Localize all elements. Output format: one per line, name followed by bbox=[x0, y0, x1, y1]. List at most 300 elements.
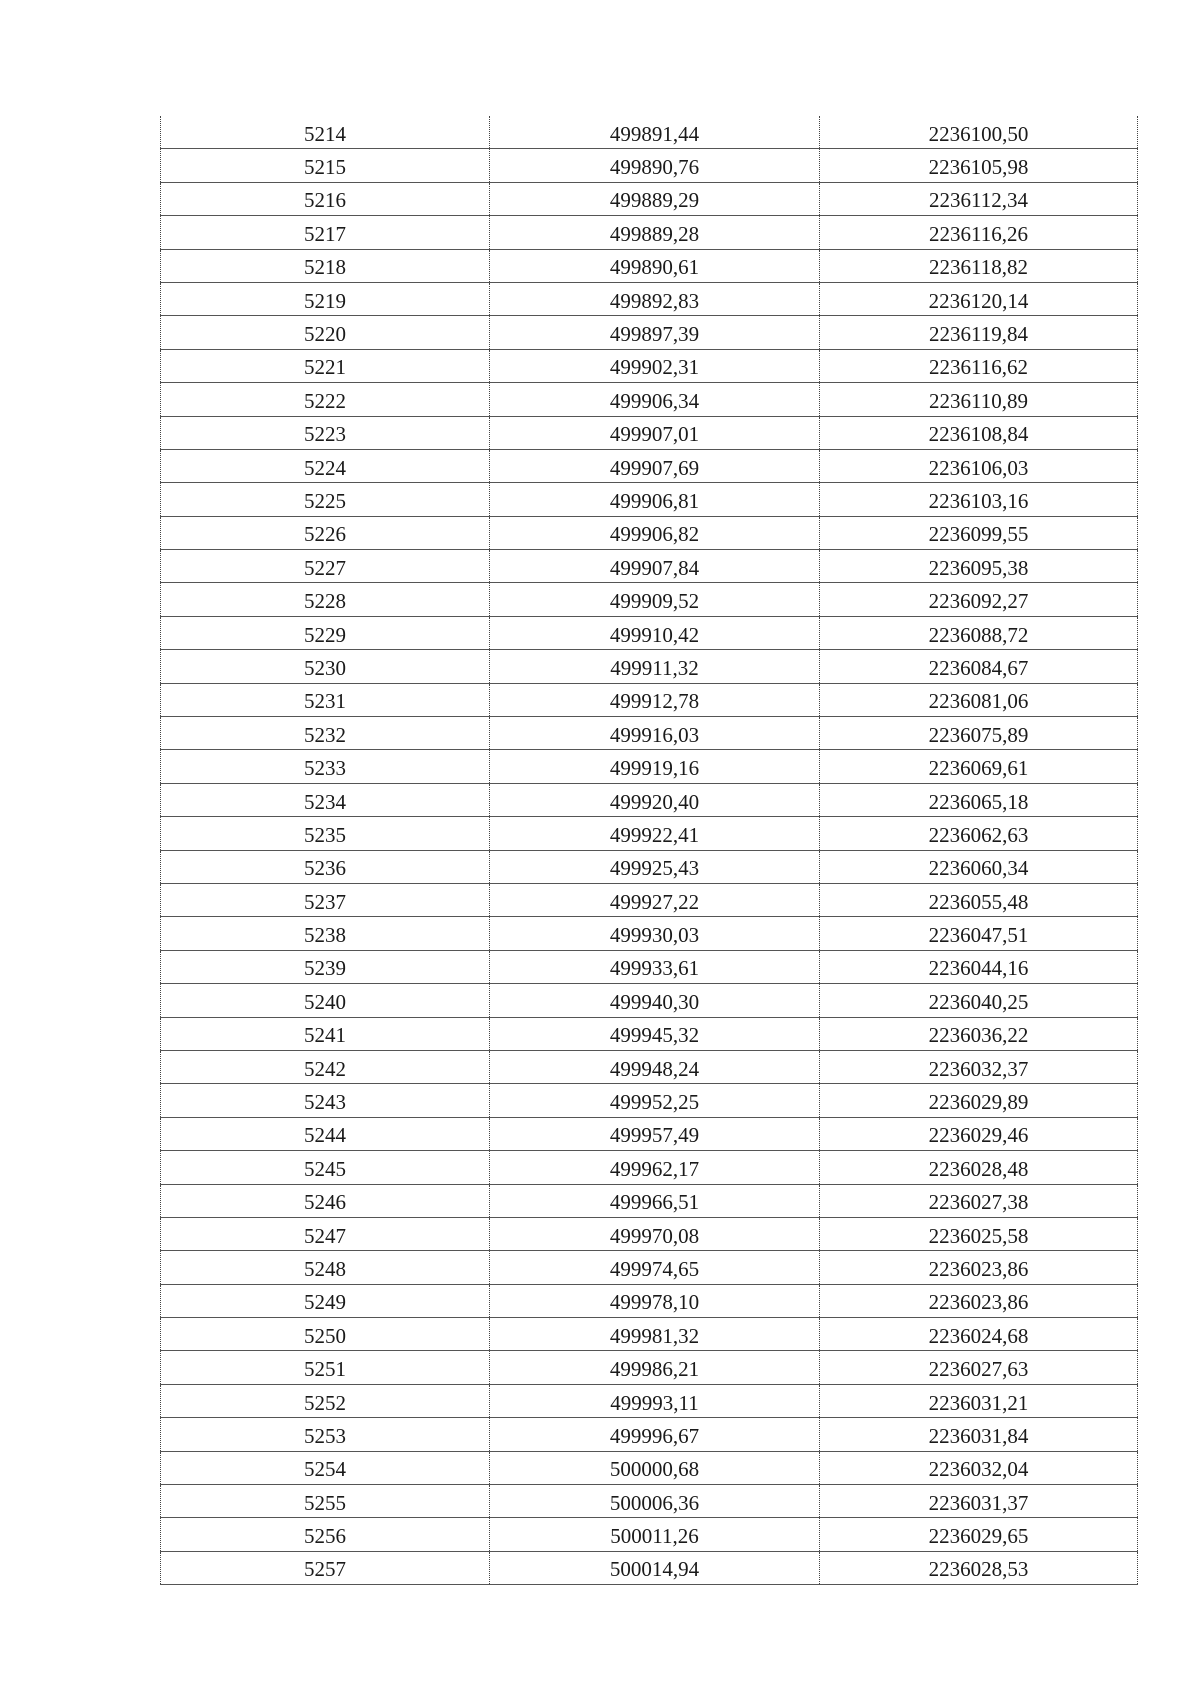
table-row bbox=[161, 1418, 1138, 1451]
point-number-cell-text: 5255 bbox=[304, 1490, 346, 1515]
x-coordinate-cell-text: 499891,44 bbox=[609, 121, 700, 146]
point-number-cell-text: 5251 bbox=[304, 1357, 346, 1382]
point-number-cell bbox=[161, 1084, 490, 1117]
point-number-cell-text: 5254 bbox=[304, 1457, 346, 1482]
x-coordinate-cell-text: 499978,10 bbox=[609, 1290, 700, 1315]
y-coordinate-cell-text: 2236112,34 bbox=[929, 188, 1028, 213]
x-coordinate-cell bbox=[490, 1418, 820, 1451]
x-coordinate-cell-text: 499892,83 bbox=[609, 288, 700, 313]
y-coordinate-cell-text: 2236023,86 bbox=[928, 1256, 1029, 1281]
point-number-cell bbox=[161, 950, 490, 983]
x-coordinate-cell bbox=[490, 917, 820, 950]
y-coordinate-cell bbox=[820, 1318, 1138, 1351]
y-coordinate-cell bbox=[820, 1384, 1138, 1417]
point-number-cell bbox=[161, 1318, 490, 1351]
table-row bbox=[161, 1451, 1138, 1484]
table-row bbox=[161, 1117, 1138, 1150]
x-coordinate-cell-text: 499916,03 bbox=[609, 722, 700, 747]
y-coordinate-cell bbox=[820, 717, 1138, 750]
point-number-cell bbox=[161, 1251, 490, 1284]
y-coordinate-cell bbox=[820, 116, 1138, 149]
y-coordinate-cell-text: 2236032,37 bbox=[928, 1056, 1029, 1081]
y-coordinate-cell-text: 2236028,48 bbox=[928, 1156, 1029, 1181]
y-coordinate-cell bbox=[820, 917, 1138, 950]
table-row bbox=[161, 817, 1138, 850]
table-row bbox=[161, 1384, 1138, 1417]
table-row bbox=[161, 917, 1138, 950]
x-coordinate-cell bbox=[490, 783, 820, 816]
coordinates-table bbox=[160, 116, 1138, 1585]
x-coordinate-cell-text: 499927,22 bbox=[609, 889, 700, 914]
table-row bbox=[161, 984, 1138, 1017]
y-coordinate-cell bbox=[820, 182, 1138, 215]
point-number-cell-text: 5215 bbox=[304, 155, 346, 180]
table-row bbox=[161, 850, 1138, 883]
y-coordinate-cell-text: 2236029,65 bbox=[928, 1524, 1029, 1549]
point-number-cell-text: 5228 bbox=[304, 589, 346, 614]
x-coordinate-cell-text: 499906,82 bbox=[609, 522, 700, 547]
y-coordinate-cell-text: 2236029,89 bbox=[928, 1090, 1029, 1115]
y-coordinate-cell bbox=[820, 316, 1138, 349]
x-coordinate-cell bbox=[490, 1184, 820, 1217]
x-coordinate-cell bbox=[490, 1251, 820, 1284]
x-coordinate-cell-text: 499906,81 bbox=[609, 488, 700, 513]
y-coordinate-cell-text: 2236027,38 bbox=[928, 1190, 1029, 1215]
x-coordinate-cell-text: 499910,42 bbox=[609, 622, 700, 647]
y-coordinate-cell-text: 2236118,82 bbox=[929, 255, 1028, 280]
point-number-cell-text: 5219 bbox=[304, 288, 346, 313]
x-coordinate-cell bbox=[490, 950, 820, 983]
y-coordinate-cell-text: 2236116,62 bbox=[929, 355, 1028, 380]
x-coordinate-cell-text: 499952,25 bbox=[609, 1090, 700, 1115]
table-row bbox=[161, 683, 1138, 716]
point-number-cell-text: 5248 bbox=[304, 1256, 346, 1281]
x-coordinate-cell-text: 499940,30 bbox=[609, 989, 700, 1014]
x-coordinate-cell-text: 499911,32 bbox=[610, 655, 699, 680]
y-coordinate-cell bbox=[820, 483, 1138, 516]
point-number-cell bbox=[161, 516, 490, 549]
coordinates-table-body bbox=[161, 116, 1138, 1585]
y-coordinate-cell-text: 2236120,14 bbox=[928, 288, 1029, 313]
point-number-cell bbox=[161, 550, 490, 583]
point-number-cell-text: 5232 bbox=[304, 722, 346, 747]
y-coordinate-cell bbox=[820, 984, 1138, 1017]
table-row bbox=[161, 149, 1138, 182]
y-coordinate-cell-text: 2236040,25 bbox=[928, 989, 1029, 1014]
y-coordinate-cell-text: 2236095,38 bbox=[928, 555, 1029, 580]
x-coordinate-cell-text: 499966,51 bbox=[609, 1190, 700, 1215]
point-number-cell bbox=[161, 1351, 490, 1384]
point-number-cell-text: 5253 bbox=[304, 1423, 346, 1448]
x-coordinate-cell bbox=[490, 850, 820, 883]
x-coordinate-cell bbox=[490, 483, 820, 516]
y-coordinate-cell-text: 2236031,84 bbox=[928, 1423, 1029, 1448]
x-coordinate-cell-text: 500000,68 bbox=[609, 1457, 700, 1482]
x-coordinate-cell-text: 499996,67 bbox=[609, 1423, 700, 1448]
point-number-cell bbox=[161, 416, 490, 449]
point-number-cell bbox=[161, 1418, 490, 1451]
y-coordinate-cell-text: 2236027,63 bbox=[928, 1357, 1029, 1382]
y-coordinate-cell bbox=[820, 1351, 1138, 1384]
point-number-cell bbox=[161, 583, 490, 616]
point-number-cell-text: 5218 bbox=[304, 255, 346, 280]
y-coordinate-cell-text: 2236088,72 bbox=[928, 622, 1029, 647]
y-coordinate-cell bbox=[820, 282, 1138, 315]
table-row bbox=[161, 1551, 1138, 1584]
y-coordinate-cell bbox=[820, 616, 1138, 649]
y-coordinate-cell bbox=[820, 1050, 1138, 1083]
y-coordinate-cell-text: 2236060,34 bbox=[928, 856, 1029, 881]
y-coordinate-cell-text: 2236024,68 bbox=[928, 1323, 1029, 1348]
x-coordinate-cell-text: 499957,49 bbox=[609, 1123, 700, 1148]
table-row bbox=[161, 550, 1138, 583]
table-row bbox=[161, 650, 1138, 683]
x-coordinate-cell bbox=[490, 883, 820, 916]
y-coordinate-cell bbox=[820, 817, 1138, 850]
point-number-cell-text: 5244 bbox=[304, 1123, 346, 1148]
point-number-cell-text: 5245 bbox=[304, 1156, 346, 1181]
table-row bbox=[161, 516, 1138, 549]
point-number-cell-text: 5221 bbox=[304, 355, 346, 380]
y-coordinate-cell bbox=[820, 516, 1138, 549]
y-coordinate-cell-text: 2236100,50 bbox=[928, 121, 1029, 146]
point-number-cell-text: 5222 bbox=[304, 388, 346, 413]
point-number-cell-text: 5220 bbox=[304, 322, 346, 347]
x-coordinate-cell bbox=[490, 1084, 820, 1117]
x-coordinate-cell bbox=[490, 149, 820, 182]
point-number-cell bbox=[161, 316, 490, 349]
point-number-cell-text: 5229 bbox=[304, 622, 346, 647]
y-coordinate-cell bbox=[820, 1117, 1138, 1150]
point-number-cell-text: 5239 bbox=[304, 956, 346, 981]
table-row bbox=[161, 883, 1138, 916]
y-coordinate-cell bbox=[820, 1451, 1138, 1484]
x-coordinate-cell bbox=[490, 1217, 820, 1250]
point-number-cell bbox=[161, 783, 490, 816]
point-number-cell bbox=[161, 683, 490, 716]
y-coordinate-cell-text: 2236108,84 bbox=[928, 422, 1029, 447]
x-coordinate-cell-text: 499902,31 bbox=[609, 355, 700, 380]
table-row bbox=[161, 483, 1138, 516]
y-coordinate-cell bbox=[820, 249, 1138, 282]
x-coordinate-cell bbox=[490, 316, 820, 349]
point-number-cell-text: 5236 bbox=[304, 856, 346, 881]
x-coordinate-cell bbox=[490, 984, 820, 1017]
point-number-cell-text: 5225 bbox=[304, 488, 346, 513]
y-coordinate-cell-text: 2236028,53 bbox=[928, 1557, 1029, 1582]
y-coordinate-cell-text: 2236023,86 bbox=[928, 1290, 1029, 1315]
x-coordinate-cell bbox=[490, 282, 820, 315]
x-coordinate-cell bbox=[490, 1451, 820, 1484]
point-number-cell bbox=[161, 650, 490, 683]
point-number-cell bbox=[161, 1451, 490, 1484]
x-coordinate-cell bbox=[490, 750, 820, 783]
point-number-cell bbox=[161, 917, 490, 950]
point-number-cell-text: 5240 bbox=[304, 989, 346, 1014]
point-number-cell bbox=[161, 717, 490, 750]
table-row bbox=[161, 783, 1138, 816]
point-number-cell bbox=[161, 1117, 490, 1150]
point-number-cell-text: 5243 bbox=[304, 1090, 346, 1115]
x-coordinate-cell bbox=[490, 650, 820, 683]
point-number-cell-text: 5246 bbox=[304, 1190, 346, 1215]
table-row bbox=[161, 416, 1138, 449]
table-row bbox=[161, 717, 1138, 750]
y-coordinate-cell bbox=[820, 1418, 1138, 1451]
x-coordinate-cell bbox=[490, 1485, 820, 1518]
table-row bbox=[161, 116, 1138, 149]
table-row bbox=[161, 1084, 1138, 1117]
table-row bbox=[161, 1217, 1138, 1250]
point-number-cell-text: 5237 bbox=[304, 889, 346, 914]
point-number-cell bbox=[161, 984, 490, 1017]
point-number-cell-text: 5241 bbox=[304, 1023, 346, 1048]
y-coordinate-cell-text: 2236031,37 bbox=[928, 1490, 1029, 1515]
point-number-cell-text: 5257 bbox=[304, 1557, 346, 1582]
y-coordinate-cell bbox=[820, 1518, 1138, 1551]
y-coordinate-cell-text: 2236029,46 bbox=[928, 1123, 1029, 1148]
y-coordinate-cell-text: 2236036,22 bbox=[928, 1023, 1029, 1048]
x-coordinate-cell bbox=[490, 449, 820, 482]
y-coordinate-cell bbox=[820, 1017, 1138, 1050]
y-coordinate-cell bbox=[820, 783, 1138, 816]
point-number-cell bbox=[161, 1518, 490, 1551]
y-coordinate-cell-text: 2236105,98 bbox=[928, 155, 1029, 180]
point-number-cell bbox=[161, 249, 490, 282]
x-coordinate-cell-text: 500006,36 bbox=[609, 1490, 700, 1515]
x-coordinate-cell bbox=[490, 683, 820, 716]
x-coordinate-cell bbox=[490, 1284, 820, 1317]
x-coordinate-cell-text: 499909,52 bbox=[609, 589, 700, 614]
point-number-cell-text: 5250 bbox=[304, 1323, 346, 1348]
x-coordinate-cell bbox=[490, 516, 820, 549]
y-coordinate-cell-text: 2236116,26 bbox=[929, 221, 1028, 246]
x-coordinate-cell-text: 499889,29 bbox=[609, 188, 700, 213]
y-coordinate-cell bbox=[820, 583, 1138, 616]
point-number-cell bbox=[161, 1151, 490, 1184]
point-number-cell bbox=[161, 383, 490, 416]
x-coordinate-cell-text: 499890,76 bbox=[609, 155, 700, 180]
point-number-cell bbox=[161, 1284, 490, 1317]
point-number-cell bbox=[161, 1050, 490, 1083]
table-row bbox=[161, 1050, 1138, 1083]
point-number-cell-text: 5226 bbox=[304, 522, 346, 547]
x-coordinate-cell-text: 499922,41 bbox=[609, 822, 700, 847]
y-coordinate-cell-text: 2236055,48 bbox=[928, 889, 1029, 914]
y-coordinate-cell bbox=[820, 349, 1138, 382]
x-coordinate-cell-text: 499889,28 bbox=[609, 221, 700, 246]
x-coordinate-cell bbox=[490, 383, 820, 416]
x-coordinate-cell-text: 499906,34 bbox=[609, 388, 700, 413]
table-row bbox=[161, 249, 1138, 282]
x-coordinate-cell-text: 499930,03 bbox=[609, 923, 700, 948]
point-number-cell bbox=[161, 616, 490, 649]
y-coordinate-cell bbox=[820, 1284, 1138, 1317]
point-number-cell-text: 5217 bbox=[304, 221, 346, 246]
x-coordinate-cell-text: 499970,08 bbox=[609, 1223, 700, 1248]
point-number-cell bbox=[161, 817, 490, 850]
point-number-cell-text: 5230 bbox=[304, 655, 346, 680]
point-number-cell bbox=[161, 1184, 490, 1217]
point-number-cell bbox=[161, 850, 490, 883]
y-coordinate-cell bbox=[820, 1485, 1138, 1518]
table-row bbox=[161, 449, 1138, 482]
table-row bbox=[161, 216, 1138, 249]
x-coordinate-cell-text: 499933,61 bbox=[609, 956, 700, 981]
y-coordinate-cell-text: 2236075,89 bbox=[928, 722, 1029, 747]
point-number-cell bbox=[161, 750, 490, 783]
x-coordinate-cell bbox=[490, 717, 820, 750]
x-coordinate-cell bbox=[490, 1017, 820, 1050]
y-coordinate-cell-text: 2236031,21 bbox=[928, 1390, 1029, 1415]
y-coordinate-cell-text: 2236119,84 bbox=[929, 322, 1028, 347]
y-coordinate-cell-text: 2236084,67 bbox=[928, 655, 1029, 680]
point-number-cell bbox=[161, 349, 490, 382]
x-coordinate-cell-text: 499945,32 bbox=[609, 1023, 700, 1048]
x-coordinate-cell-text: 499962,17 bbox=[609, 1156, 700, 1181]
x-coordinate-cell bbox=[490, 182, 820, 215]
y-coordinate-cell bbox=[820, 416, 1138, 449]
y-coordinate-cell-text: 2236047,51 bbox=[928, 923, 1029, 948]
y-coordinate-cell-text: 2236062,63 bbox=[928, 822, 1029, 847]
x-coordinate-cell bbox=[490, 583, 820, 616]
y-coordinate-cell bbox=[820, 883, 1138, 916]
point-number-cell bbox=[161, 1384, 490, 1417]
y-coordinate-cell-text: 2236110,89 bbox=[929, 388, 1028, 413]
y-coordinate-cell bbox=[820, 449, 1138, 482]
point-number-cell-text: 5249 bbox=[304, 1290, 346, 1315]
x-coordinate-cell bbox=[490, 1050, 820, 1083]
y-coordinate-cell-text: 2236065,18 bbox=[928, 789, 1029, 814]
x-coordinate-cell bbox=[490, 1384, 820, 1417]
point-number-cell bbox=[161, 883, 490, 916]
y-coordinate-cell-text: 2236081,06 bbox=[928, 689, 1029, 714]
table-row bbox=[161, 1351, 1138, 1384]
y-coordinate-cell-text: 2236106,03 bbox=[928, 455, 1029, 480]
point-number-cell-text: 5223 bbox=[304, 422, 346, 447]
table-row bbox=[161, 182, 1138, 215]
table-row bbox=[161, 950, 1138, 983]
y-coordinate-cell bbox=[820, 1217, 1138, 1250]
x-coordinate-cell-text: 499986,21 bbox=[609, 1357, 700, 1382]
table-row bbox=[161, 1184, 1138, 1217]
table-row bbox=[161, 1518, 1138, 1551]
x-coordinate-cell bbox=[490, 349, 820, 382]
table-row bbox=[161, 1251, 1138, 1284]
y-coordinate-cell bbox=[820, 383, 1138, 416]
y-coordinate-cell bbox=[820, 149, 1138, 182]
x-coordinate-cell-text: 499907,01 bbox=[609, 422, 700, 447]
x-coordinate-cell-text: 499974,65 bbox=[609, 1256, 700, 1281]
point-number-cell-text: 5214 bbox=[304, 121, 346, 146]
x-coordinate-cell-text: 499912,78 bbox=[609, 689, 700, 714]
point-number-cell-text: 5224 bbox=[304, 455, 346, 480]
table-row bbox=[161, 616, 1138, 649]
table-row bbox=[161, 1318, 1138, 1351]
y-coordinate-cell bbox=[820, 216, 1138, 249]
y-coordinate-cell bbox=[820, 1551, 1138, 1584]
x-coordinate-cell-text: 499907,69 bbox=[609, 455, 700, 480]
point-number-cell-text: 5252 bbox=[304, 1390, 346, 1415]
x-coordinate-cell-text: 499920,40 bbox=[609, 789, 700, 814]
point-number-cell bbox=[161, 216, 490, 249]
x-coordinate-cell-text: 500011,26 bbox=[610, 1524, 699, 1549]
y-coordinate-cell-text: 2236069,61 bbox=[928, 756, 1029, 781]
x-coordinate-cell bbox=[490, 1151, 820, 1184]
point-number-cell bbox=[161, 449, 490, 482]
x-coordinate-cell-text: 499993,11 bbox=[610, 1390, 699, 1415]
y-coordinate-cell-text: 2236044,16 bbox=[928, 956, 1029, 981]
table-row bbox=[161, 583, 1138, 616]
x-coordinate-cell-text: 500014,94 bbox=[609, 1557, 700, 1582]
x-coordinate-cell bbox=[490, 1551, 820, 1584]
y-coordinate-cell bbox=[820, 650, 1138, 683]
point-number-cell-text: 5238 bbox=[304, 923, 346, 948]
point-number-cell-text: 5227 bbox=[304, 555, 346, 580]
x-coordinate-cell bbox=[490, 1351, 820, 1384]
point-number-cell bbox=[161, 1485, 490, 1518]
y-coordinate-cell-text: 2236025,58 bbox=[928, 1223, 1029, 1248]
point-number-cell-text: 5234 bbox=[304, 789, 346, 814]
point-number-cell-text: 5242 bbox=[304, 1056, 346, 1081]
x-coordinate-cell bbox=[490, 249, 820, 282]
point-number-cell-text: 5256 bbox=[304, 1524, 346, 1549]
point-number-cell bbox=[161, 483, 490, 516]
x-coordinate-cell-text: 499890,61 bbox=[609, 255, 700, 280]
point-number-cell-text: 5247 bbox=[304, 1223, 346, 1248]
point-number-cell bbox=[161, 182, 490, 215]
y-coordinate-cell bbox=[820, 850, 1138, 883]
table-row bbox=[161, 282, 1138, 315]
table-row bbox=[161, 750, 1138, 783]
table-row bbox=[161, 1151, 1138, 1184]
x-coordinate-cell-text: 499919,16 bbox=[609, 756, 700, 781]
x-coordinate-cell bbox=[490, 1117, 820, 1150]
x-coordinate-cell-text: 499897,39 bbox=[609, 322, 700, 347]
y-coordinate-cell bbox=[820, 1151, 1138, 1184]
point-number-cell-text: 5233 bbox=[304, 756, 346, 781]
x-coordinate-cell bbox=[490, 1518, 820, 1551]
x-coordinate-cell bbox=[490, 216, 820, 249]
table-row bbox=[161, 1284, 1138, 1317]
point-number-cell bbox=[161, 1217, 490, 1250]
y-coordinate-cell bbox=[820, 750, 1138, 783]
y-coordinate-cell bbox=[820, 950, 1138, 983]
x-coordinate-cell-text: 499981,32 bbox=[609, 1323, 700, 1348]
y-coordinate-cell bbox=[820, 1251, 1138, 1284]
y-coordinate-cell-text: 2236092,27 bbox=[928, 589, 1029, 614]
point-number-cell bbox=[161, 1551, 490, 1584]
x-coordinate-cell bbox=[490, 1318, 820, 1351]
table-row bbox=[161, 383, 1138, 416]
y-coordinate-cell-text: 2236032,04 bbox=[928, 1457, 1029, 1482]
point-number-cell bbox=[161, 116, 490, 149]
point-number-cell bbox=[161, 1017, 490, 1050]
x-coordinate-cell-text: 499907,84 bbox=[609, 555, 700, 580]
x-coordinate-cell bbox=[490, 616, 820, 649]
x-coordinate-cell-text: 499948,24 bbox=[609, 1056, 700, 1081]
point-number-cell bbox=[161, 282, 490, 315]
x-coordinate-cell-text: 499925,43 bbox=[609, 856, 700, 881]
y-coordinate-cell bbox=[820, 550, 1138, 583]
x-coordinate-cell bbox=[490, 116, 820, 149]
y-coordinate-cell bbox=[820, 683, 1138, 716]
y-coordinate-cell-text: 2236103,16 bbox=[928, 488, 1029, 513]
y-coordinate-cell bbox=[820, 1184, 1138, 1217]
y-coordinate-cell-text: 2236099,55 bbox=[928, 522, 1029, 547]
point-number-cell-text: 5235 bbox=[304, 822, 346, 847]
x-coordinate-cell bbox=[490, 416, 820, 449]
